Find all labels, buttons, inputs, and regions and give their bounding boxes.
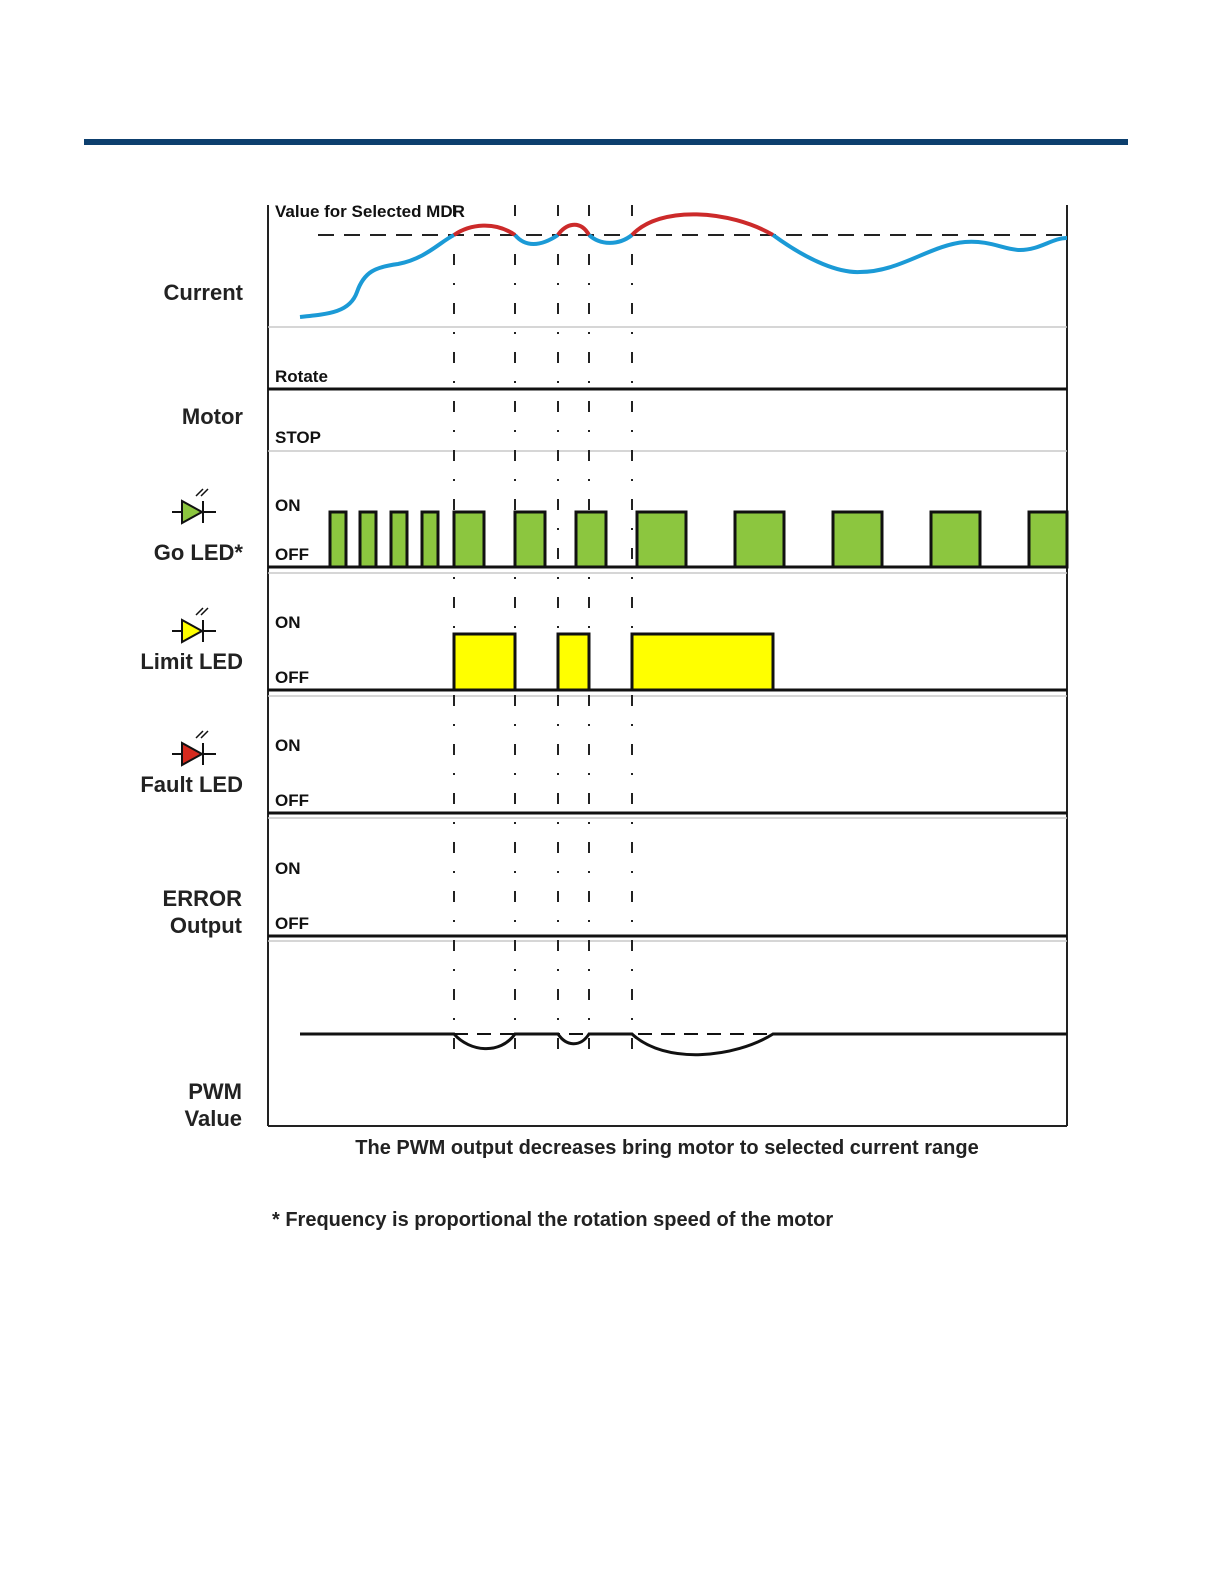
error-output-on-label: ON (275, 859, 301, 878)
go-led-signal (268, 512, 1067, 567)
row-label-error-output-2: Output (169, 913, 242, 938)
pwm-signal (300, 1034, 1067, 1055)
row-label-pwm-2: Value (184, 1106, 242, 1131)
current-over-limit (558, 225, 589, 235)
fault-led-off-label: OFF (275, 791, 309, 810)
row-label-go-led: Go LED* (153, 540, 243, 565)
current-over-limit (454, 226, 515, 235)
limit-led-off-label: OFF (275, 668, 309, 687)
limit-led-on-label: ON (275, 613, 301, 632)
current-curve (515, 235, 558, 244)
current-curve (773, 235, 1067, 272)
row-label-error-output-1: ERROR (162, 886, 242, 911)
row-label-pwm-1: PWM (188, 1079, 242, 1104)
row-label-motor: Motor (181, 404, 243, 429)
error-output-off-label: OFF (275, 914, 309, 933)
fault-led-icon (172, 731, 216, 765)
limit-led-icon (172, 608, 216, 642)
fault-led-on-label: ON (275, 736, 301, 755)
motor-stop-label: STOP (275, 428, 321, 447)
current-curve (300, 235, 454, 317)
go-led-icon (172, 489, 216, 523)
pwm-caption: The PWM output decreases bring motor to selected current range (355, 1137, 979, 1159)
row-label-current: Current (163, 280, 243, 305)
mdr-threshold-label: Value for Selected MDR (275, 202, 465, 221)
current-over-limit (632, 214, 773, 235)
go-led-off-label: OFF (275, 545, 309, 564)
row-label-limit-led: Limit LED (140, 649, 243, 674)
footnote: * Frequency is proportional the rotation speed of the motor (272, 1209, 834, 1231)
current-curve (589, 235, 632, 243)
go-led-on-label: ON (275, 496, 301, 515)
limit-led-signal (268, 634, 1067, 690)
motor-rotate-label: Rotate (275, 367, 328, 386)
row-label-fault-led: Fault LED (140, 772, 243, 797)
